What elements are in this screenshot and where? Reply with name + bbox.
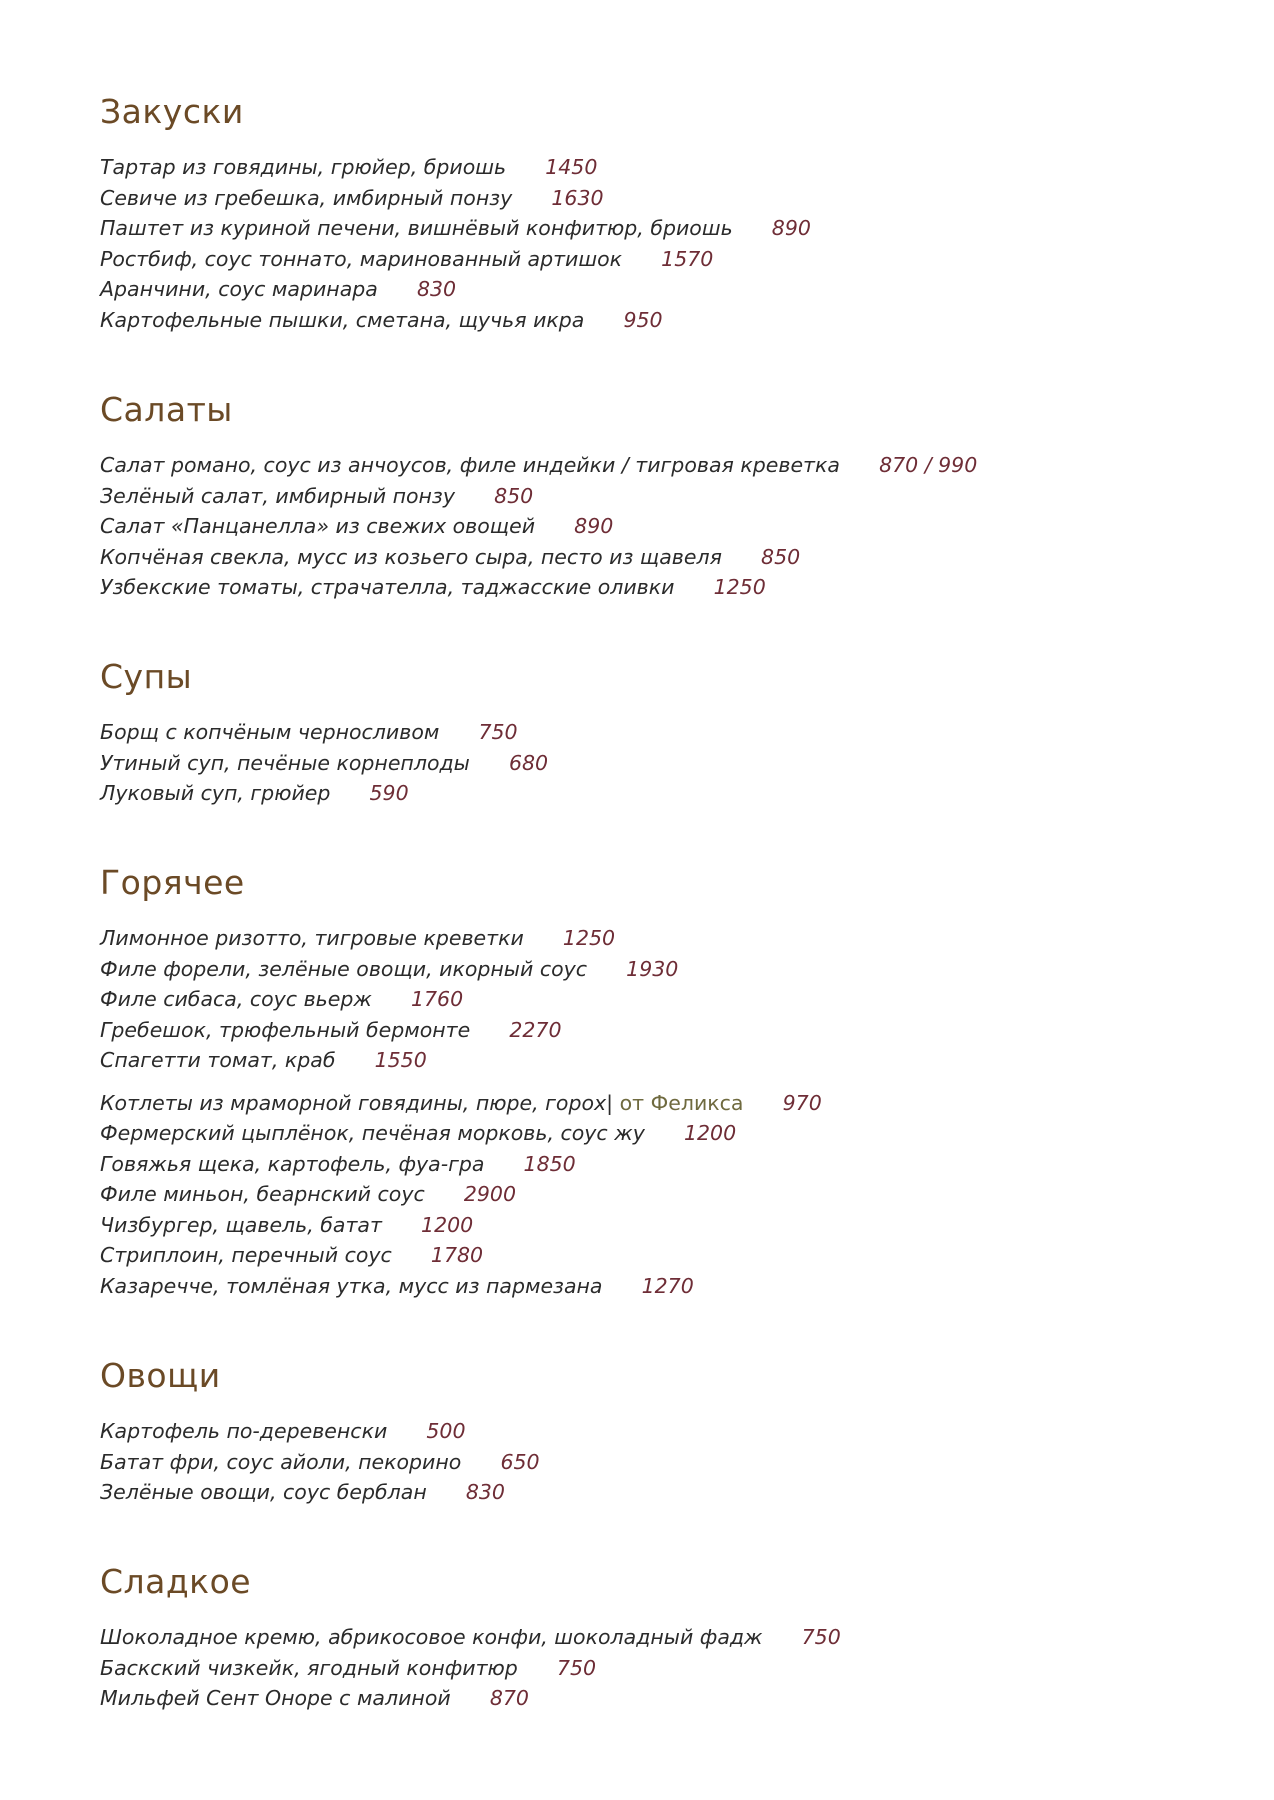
item-price: 1270 xyxy=(641,1273,694,1298)
list-item xyxy=(100,213,1220,244)
item-name: Копчёная свекла, мусс из козьего сыра, песто из щавеля xyxy=(100,544,722,569)
list-item xyxy=(100,152,1220,183)
section-title: Супы xyxy=(100,657,193,696)
item-price: 950 xyxy=(623,307,663,332)
item-name: Узбекские томаты, страчателла, таджасские оливки xyxy=(100,575,675,599)
item-name: Салат романо, соус из анчоусов, филе индейки / тигровая креветка xyxy=(100,453,840,477)
item-name: Луковый суп, грюйер xyxy=(100,781,331,805)
list-item xyxy=(100,1416,1220,1447)
list-item xyxy=(100,1653,1220,1684)
item-name: Утиный суп, печёные корнеплоды xyxy=(100,750,470,775)
item-name: Борщ с копчёным черносливом xyxy=(100,720,440,744)
item-name: Шоколадное кремю, абрикосовое конфи, шоколадный фадж xyxy=(100,1625,763,1649)
item-price: 890 xyxy=(574,514,614,538)
list-item xyxy=(100,244,1220,275)
item-list xyxy=(100,1088,1220,1302)
list-item xyxy=(100,717,1220,748)
list-item: Котлеты из мраморной говядины, пюре, горох| от Феликса 970 xyxy=(100,1090,822,1115)
list-item xyxy=(100,305,1220,336)
item-list xyxy=(100,450,1220,603)
item-price: 830 xyxy=(465,1480,505,1504)
list-item xyxy=(100,450,1220,481)
item-price: 1630 xyxy=(551,185,604,210)
list-item xyxy=(100,748,1220,779)
section-title: Сладкое xyxy=(100,1562,252,1601)
list-item xyxy=(100,183,1220,214)
item-name: Гребешок, трюфельный бермонте xyxy=(100,1017,471,1042)
item-name: Мильфей Сент Оноре с малиной xyxy=(100,1686,451,1710)
item-price: 590 xyxy=(369,781,409,805)
list-item xyxy=(100,481,1220,512)
item-list xyxy=(100,717,1220,809)
item-name: Паштет из куриной печени, вишнёвый конфитюр, бриошь xyxy=(100,216,733,240)
section-mains xyxy=(100,863,1220,1301)
item-price: 1850 xyxy=(523,1151,576,1176)
list-item xyxy=(100,1118,1220,1149)
item-name: Салат «Панцанелла» из свежих овощей xyxy=(100,514,536,538)
list-item xyxy=(100,954,1220,985)
list-item xyxy=(100,1015,1220,1046)
list-item xyxy=(100,1271,1220,1302)
item-price: 750 xyxy=(801,1625,841,1649)
item-note: от Феликса xyxy=(619,1090,744,1115)
list-item xyxy=(100,1447,1220,1478)
item-price: 1570 xyxy=(661,246,714,271)
list-item xyxy=(100,1210,1220,1241)
item-name: Ростбиф, соус тоннато, маринованный артишок xyxy=(100,246,623,271)
item-name: Филе миньон, беарнский соус xyxy=(100,1182,425,1206)
item-price: 500 xyxy=(426,1419,466,1443)
item-name: Котлеты из мраморной говядины, пюре, горох xyxy=(100,1090,607,1115)
section-title: Салаты xyxy=(100,390,233,429)
item-price: 1250 xyxy=(713,575,766,599)
list-item xyxy=(100,511,1220,542)
item-price: 750 xyxy=(478,720,518,744)
item-price: 1200 xyxy=(683,1121,737,1145)
item-price: 850 xyxy=(761,544,801,569)
section-appetizers xyxy=(100,92,1220,335)
list-item xyxy=(100,1477,1220,1508)
item-price: 850 xyxy=(494,483,534,508)
section-salads xyxy=(100,390,1220,603)
item-price: 1550 xyxy=(374,1048,427,1072)
item-price: 750 xyxy=(556,1655,597,1680)
item-name: Говяжья щека, картофель, фуа-гра xyxy=(100,1151,485,1176)
item-name: Баскский чизкейк, ягодный конфитюр xyxy=(100,1655,518,1680)
item-price: 1200 xyxy=(421,1212,474,1237)
item-name: Филе форели, зелёные овощи, икорный соус xyxy=(100,956,588,981)
item-list xyxy=(100,923,1220,1076)
item-name: Картофельные пышки, сметана, щучья икра xyxy=(100,307,585,332)
item-price: 2900 xyxy=(463,1182,516,1206)
list-item xyxy=(100,984,1220,1015)
section-vegetables xyxy=(100,1356,1220,1508)
item-price: 1760 xyxy=(410,987,464,1011)
item-price: 870 xyxy=(489,1686,529,1710)
item-name: Зелёные овощи, соус берблан xyxy=(100,1480,427,1504)
item-name: Фермерский цыплёнок, печёная морковь, соус жу xyxy=(100,1121,645,1145)
item-name: Казаречче, томлёная утка, мусс из пармезана xyxy=(100,1273,603,1298)
section-title: Закуски xyxy=(100,92,244,131)
item-price: 680 xyxy=(508,750,549,775)
list-item xyxy=(100,572,1220,603)
list-item xyxy=(100,1149,1220,1180)
item-name: Батат фри, соус айоли, пекорино xyxy=(100,1449,462,1474)
item-price: 890 xyxy=(771,216,811,240)
item-price: 1930 xyxy=(626,956,679,981)
item-price: 2270 xyxy=(509,1017,562,1042)
list-item xyxy=(100,542,1220,573)
item-name: Аранчини, соус маринара xyxy=(100,277,378,301)
item-price: 650 xyxy=(500,1449,540,1474)
list-item xyxy=(100,923,1220,954)
list-item xyxy=(100,1622,1220,1653)
item-price: 970 xyxy=(782,1090,822,1115)
item-name: Тартар из говядины, грюйер, бриошь xyxy=(100,155,507,179)
section-soups xyxy=(100,657,1220,809)
list-item xyxy=(100,1240,1220,1271)
item-price: 830 xyxy=(416,277,457,301)
item-price: 1780 xyxy=(430,1243,484,1267)
list-item xyxy=(100,1179,1220,1210)
item-name: Стриплоин, перечный соус xyxy=(100,1243,392,1267)
item-list xyxy=(100,1416,1220,1508)
list-item xyxy=(100,1683,1220,1714)
section-title: Овощи xyxy=(100,1356,221,1395)
list-item xyxy=(100,778,1220,809)
section-title: Горячее xyxy=(100,863,245,902)
item-name: Севиче из гребешка, имбирный понзу xyxy=(100,185,513,210)
item-name: Филе сибаса, соус вьерж xyxy=(100,987,372,1011)
section-desserts xyxy=(100,1562,1220,1714)
item-list xyxy=(100,1622,1220,1714)
item-name: Картофель по-деревенски xyxy=(100,1419,388,1443)
item-name: Лимонное ризотто, тигровые креветки xyxy=(100,926,524,950)
item-name: Чизбургер, щавель, батат xyxy=(100,1212,382,1237)
list-item xyxy=(100,274,1220,305)
item-price: 1250 xyxy=(562,926,616,950)
item-price: 870 / 990 xyxy=(879,453,978,477)
item-price: 1450 xyxy=(545,155,598,179)
list-item xyxy=(100,1045,1220,1076)
item-name: Спагетти томат, краб xyxy=(100,1048,336,1072)
item-list xyxy=(100,152,1220,335)
item-name: Зелёный салат, имбирный понзу xyxy=(100,483,455,508)
